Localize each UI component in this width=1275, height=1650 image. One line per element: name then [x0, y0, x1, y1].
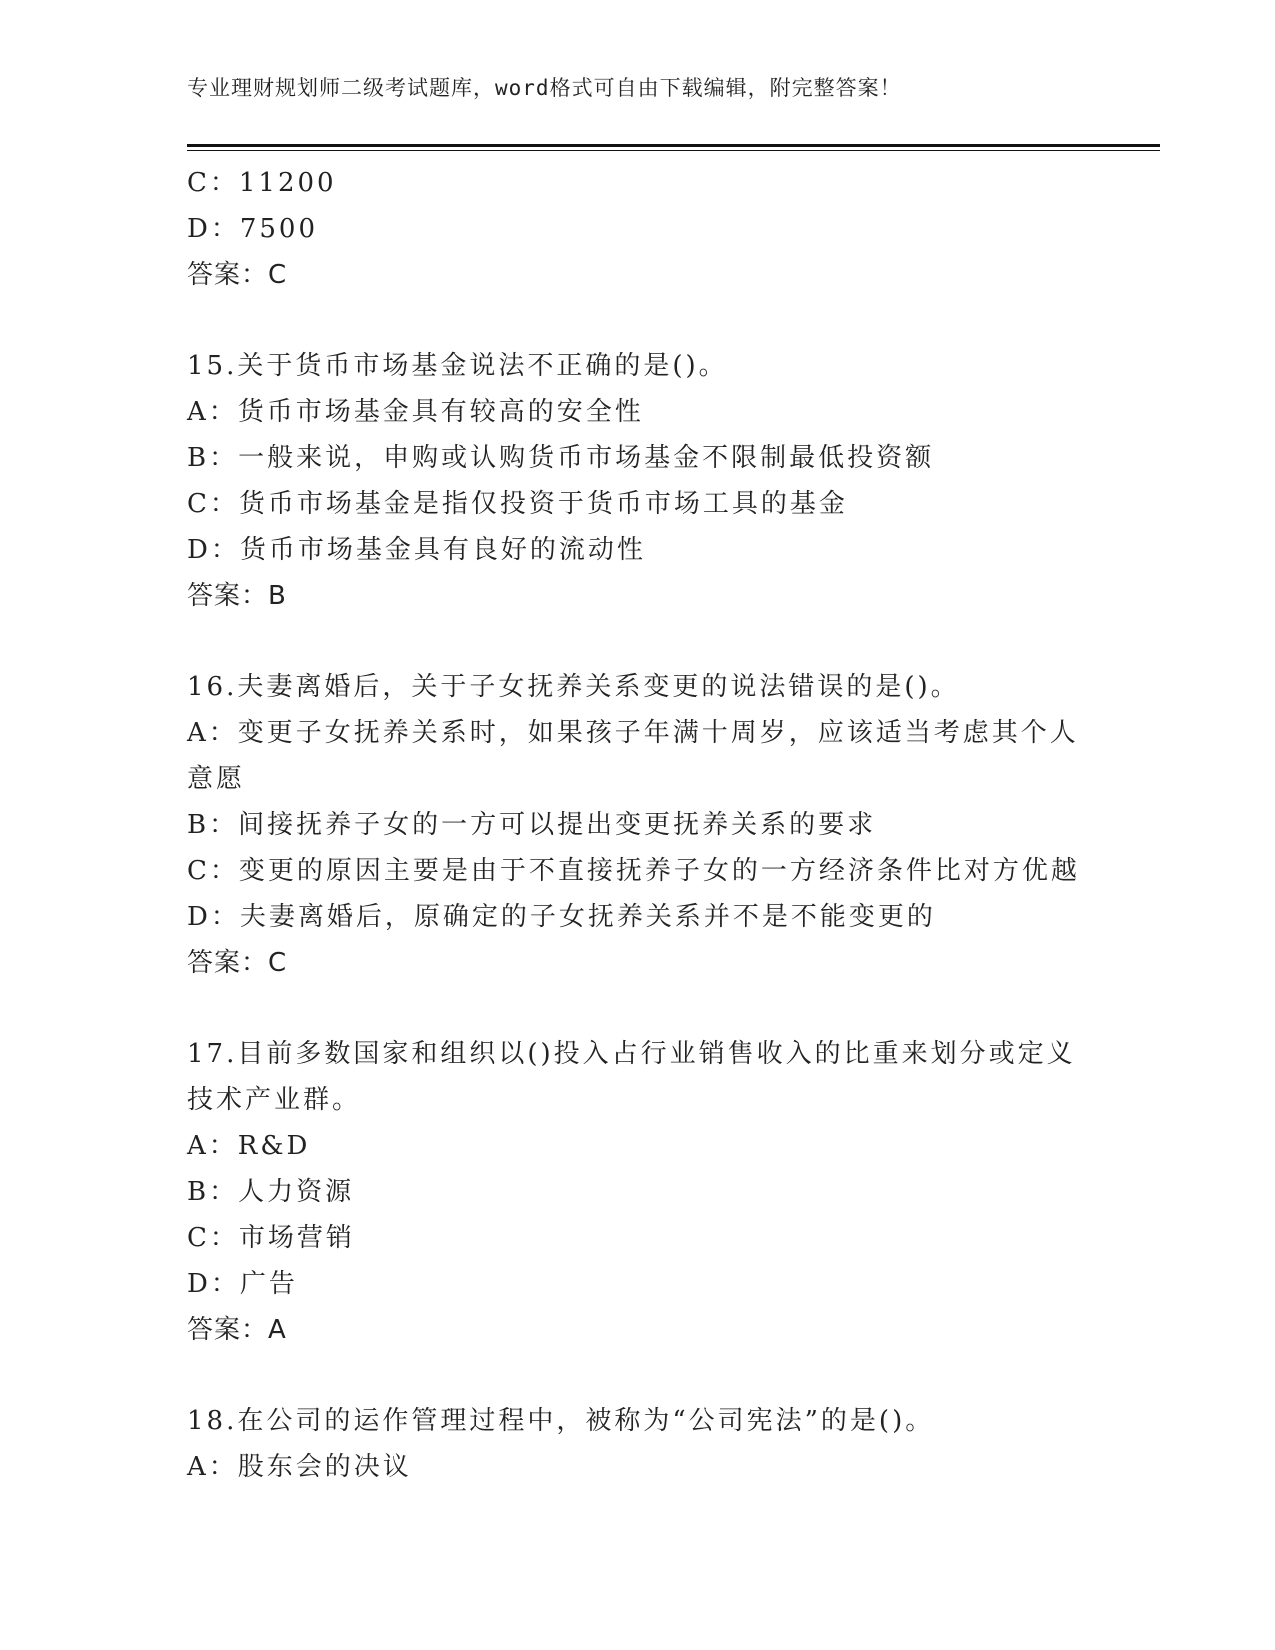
option-d: D：货币市场基金具有良好的流动性	[187, 535, 646, 565]
header-rule	[187, 144, 1160, 147]
spacer	[187, 619, 1087, 664]
option-a: A：股东会的决议	[187, 1452, 412, 1482]
option-b: B：间接抚养子女的一方可以提出变更抚养关系的要求	[187, 810, 877, 840]
header-rule-thin	[187, 150, 1160, 151]
question-stem: 17.目前多数国家和组织以()投入占行业销售收入的比重来划分或定义技术产业群。	[187, 1039, 1076, 1115]
question-block-16	[187, 664, 1087, 986]
option-c: C：11200	[187, 168, 337, 198]
page-header: 专业理财规划师二级考试题库，word格式可自由下载编辑，附完整答案！	[187, 76, 902, 100]
option-a: A：货币市场基金具有较高的安全性	[187, 397, 644, 427]
question-stem: 15.关于货币市场基金说法不正确的是()。	[187, 351, 728, 381]
answer: 答案：C	[187, 948, 288, 978]
answer: 答案：A	[187, 1315, 287, 1345]
question-block-18	[187, 1398, 1087, 1490]
question-block-prev	[187, 160, 1087, 298]
spacer	[187, 298, 1087, 343]
option-d: D：广告	[187, 1269, 298, 1299]
option-c: C：市场营销	[187, 1223, 355, 1253]
option-b: B：一般来说，申购或认购货币市场基金不限制最低投资额	[187, 443, 935, 473]
option-c: C：货币市场基金是指仅投资于货币市场工具的基金	[187, 489, 848, 519]
option-d: D：7500	[187, 214, 319, 244]
question-block-15	[187, 343, 1087, 619]
option-a: A：R&D	[187, 1131, 311, 1161]
option-d: D：夫妻离婚后，原确定的子女抚养关系并不是不能变更的	[187, 902, 936, 932]
answer: 答案：B	[187, 581, 287, 611]
question-stem: 16.夫妻离婚后，关于子女抚养关系变更的说法错误的是()。	[187, 672, 960, 702]
option-c: C：变更的原因主要是由于不直接抚养子女的一方经济条件比对方优越	[187, 856, 1080, 886]
question-stem: 18.在公司的运作管理过程中，被称为“公司宪法”的是()。	[187, 1406, 935, 1436]
spacer	[187, 986, 1087, 1031]
option-a: A：变更子女抚养关系时，如果孩子年满十周岁，应该适当考虑其个人意愿	[187, 718, 1079, 794]
question-block-17	[187, 1031, 1087, 1353]
document-body	[187, 160, 1087, 1490]
answer: 答案：C	[187, 260, 288, 290]
spacer	[187, 1353, 1087, 1398]
option-b: B：人力资源	[187, 1177, 355, 1207]
